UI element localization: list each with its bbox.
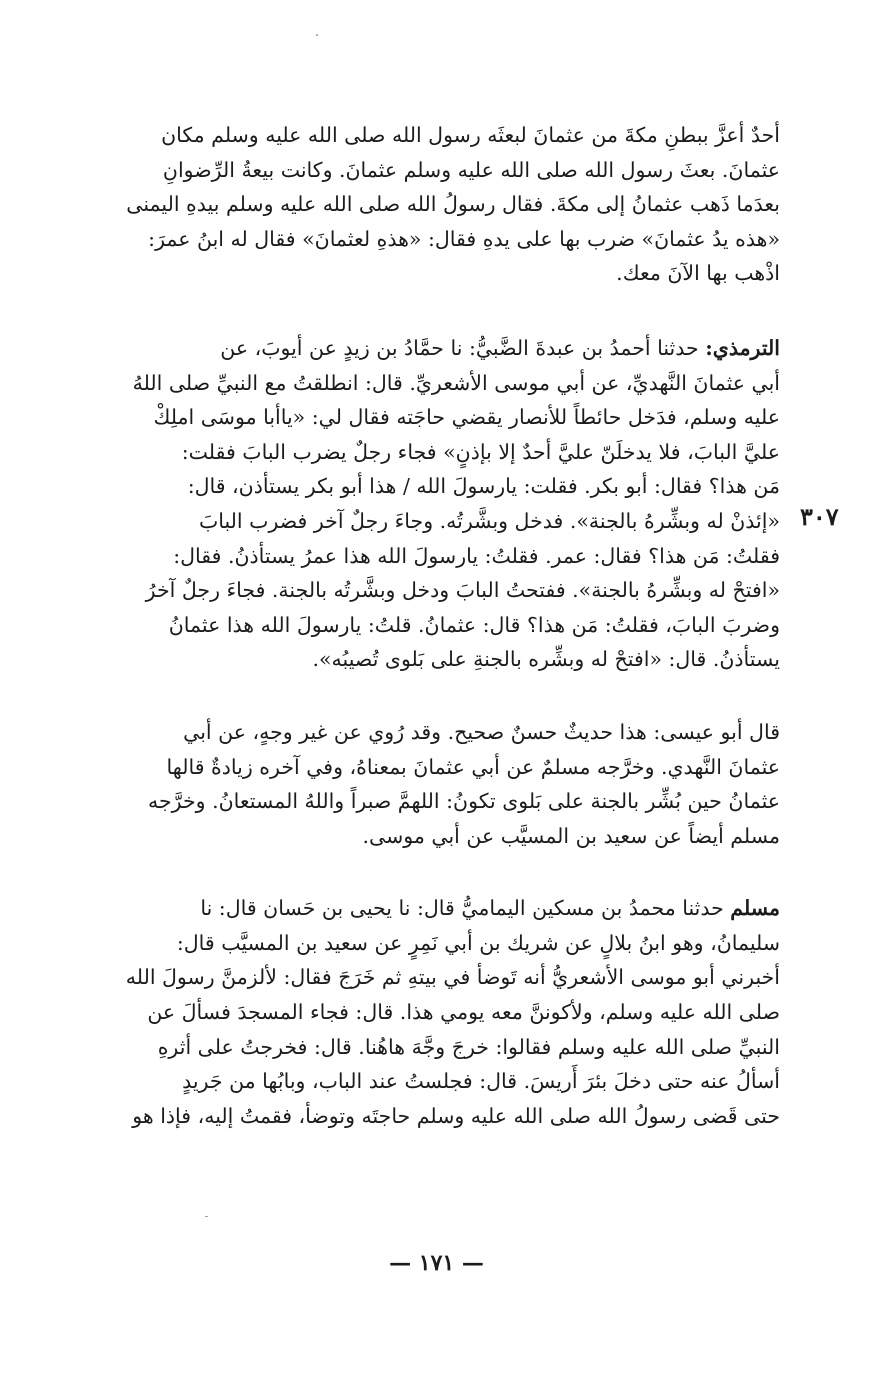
text-line: «إئذنْ له وبشِّرهُ بالجنة». فدخل وبشَّرتُه. وجاءَ رجلٌ آخر فضرب البابَ bbox=[198, 508, 780, 533]
text-line: سليمانُ، وهو ابنُ بلالٍ عن شريك بن أبي نَمِرٍ عن سعيد بن المسيَّب قال: bbox=[176, 930, 780, 955]
paragraph-abu-isa bbox=[100, 715, 780, 853]
text-line: أخبرني أبو موسى الأشعريُّ أنه تَوضأ في بيتهِ ثم خَرَجَ فقال: لألزمنَّ رسولَ الله bbox=[125, 965, 780, 990]
source-heading: مسلم bbox=[730, 896, 780, 921]
text-line bbox=[100, 891, 780, 926]
text-line: أحدٌ أعزَّ ببطنِ مكةَ من عثمانَ لبعثَه رسول الله صلى الله عليه وسلم مكان bbox=[161, 123, 780, 147]
text-line: عثمانَ. بعثَ رسول الله صلى الله عليه وسلم عثمانَ. وكانت بيعةُ الرِّضوانِ bbox=[162, 157, 780, 182]
text-line: قال أبو عيسى: هذا حديثٌ حسنٌ صحيح. وقد رُوي عن غير وجهٍ، عن أبي bbox=[183, 719, 780, 744]
text-line: أبي عثمانَ النَّهديِّ، عن أبي موسى الأشعريِّ. قال: انطلقتُ مع النبيِّ صلى اللهُ bbox=[132, 370, 780, 395]
source-heading: الترمذي: bbox=[705, 335, 780, 360]
text-line bbox=[100, 331, 780, 366]
paragraph-tirmidhi bbox=[100, 331, 780, 677]
text-line: يستأذنُ. قال: «افتحْ له وبشِّره بالجنةِ على بَلوى تُصيبُه». bbox=[312, 647, 780, 672]
text-line-rest: حدثنا أحمدُ بن عبدةَ الضَّبيُّ: نا حمَّادُ بن زيدٍ عن أيوبَ، عن bbox=[220, 335, 706, 360]
text-line: مَن هذا؟ فقال: أبو بكر. فقلت: يارسولَ الله / هذا أبو بكر يستأذن، قال: bbox=[187, 474, 780, 499]
margin-page-reference: ٣٠٧ bbox=[800, 502, 839, 531]
text-line: صلى الله عليه وسلم، ولأكوننَّ معه يومي هذا. قال: فجاء المسجدَ فسألَ عن bbox=[147, 1000, 780, 1025]
paragraph-1 bbox=[100, 118, 780, 291]
text-line: أسألُ عنه حتى دخلَ بئرَ أَريسَ. قال: فجلستُ عند الباب، وبابُها من جَريدٍ bbox=[182, 1069, 780, 1094]
scan-speck bbox=[316, 34, 318, 36]
text-line: عثمانُ حين بُشِّر بالجنة على بَلوى تكونُ: اللهمَّ صبراً واللهُ المستعانُ. وخرَّجه bbox=[148, 789, 780, 814]
page-number: — ١٧١ — bbox=[389, 1250, 484, 1276]
scan-speck bbox=[205, 1216, 208, 1217]
text-line: اذْهب بها الآنَ معك. bbox=[616, 261, 780, 286]
text-line-rest: حدثنا محمدُ بن مسكين اليماميُّ قال: نا يحيى بن حَسان قال: نا bbox=[200, 896, 731, 921]
text-line: عليَّ البابَ، فلا يدخلَنّ عليَّ أحدٌ إلا بإذنٍ» فجاء رجلٌ يضرب البابَ فقلت: bbox=[181, 439, 780, 464]
page-body bbox=[100, 118, 780, 1133]
text-line: «هذه يدُ عثمانَ» ضرب بها على يدهِ فقال: «هذهِ لعثمانَ» فقال له ابنُ عمرَ: bbox=[148, 226, 780, 251]
text-line: مسلم أيضاً عن سعيد بن المسيَّب عن أبي موسى. bbox=[362, 823, 780, 848]
text-line: النبيِّ صلى الله عليه وسلم فقالوا: خرجَ وجَّهَ هاهُنا. قال: فخرجتُ على أثرهِ bbox=[157, 1034, 780, 1059]
paragraph-muslim bbox=[100, 891, 780, 1133]
text-line: عليه وسلم، فدَخل حائطاً للأنصار يقضي حاجَته فقال لي: «ياأبا موسَى املِكْ bbox=[153, 405, 780, 430]
text-line: وضربَ البابَ، فقلتُ: مَن هذا؟ قال: عثمانُ. قلتُ: يارسولَ الله هذا عثمانُ bbox=[168, 612, 780, 637]
text-line: عثمانَ النَّهدي. وخرَّجه مسلمٌ عن أبي عثمانَ بمعناهُ، وفي آخره زيادةٌ قالها bbox=[166, 754, 780, 779]
text-line: حتى قَضى رسولُ الله صلى الله عليه وسلم حاجتَه وتوضأ، فقمتُ إليه، فإذا هو bbox=[132, 1103, 780, 1128]
text-line: فقلتُ: مَن هذا؟ فقال: عمر. فقلتُ: يارسولَ الله هذا عمرُ يستأذنُ. فقال: bbox=[173, 543, 780, 568]
text-line: بعدَما ذَهب عثمانُ إلى مكةَ. فقال رسولُ الله صلى الله عليه وسلم بيدهِ اليمنى bbox=[126, 192, 780, 217]
text-line: «افتحْ له وبشِّرهُ بالجنة». ففتحتُ البابَ ودخل وبشَّرتُه بالجنة. فجاءَ رجلٌ آخرُ bbox=[145, 578, 780, 603]
